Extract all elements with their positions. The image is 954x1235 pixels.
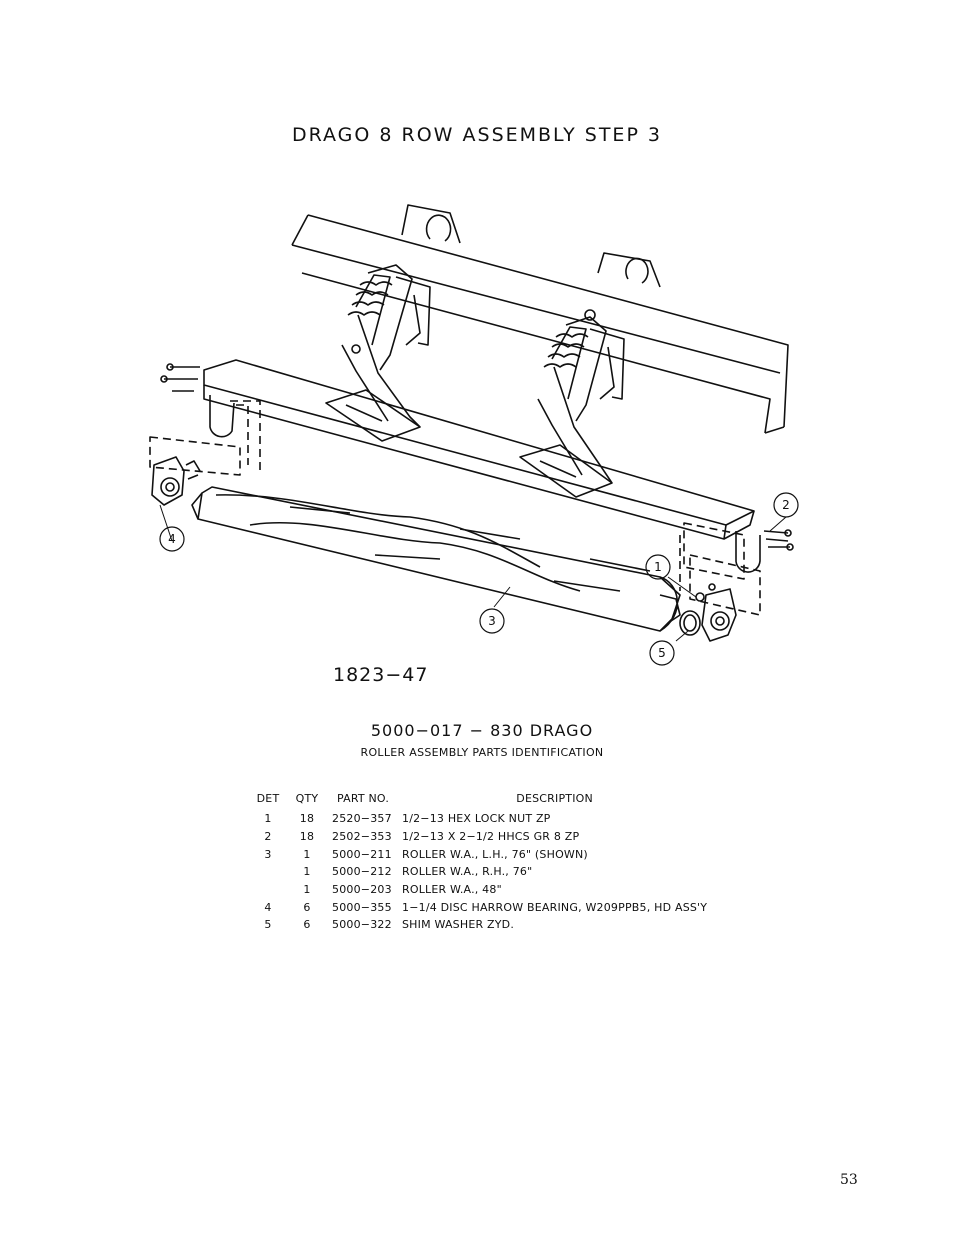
page-title: DRAGO 8 ROW ASSEMBLY STEP 3 — [291, 124, 663, 146]
document-title: 5000−017 − 830 DRAGO — [370, 721, 594, 740]
cell-qty: 18 — [299, 812, 315, 826]
table-row — [250, 828, 711, 846]
callout-2-label: 2 — [782, 498, 790, 512]
cell-part-no: 5000−322 — [332, 918, 392, 932]
cell-description: 1−1/4 DISC HARROW BEARING, W209PPB5, HD ASS'Y — [402, 900, 708, 914]
assembly-drawing — [120, 195, 820, 675]
bolts-right — [764, 530, 793, 550]
cell-qty: 1 — [303, 865, 311, 879]
roller-frame-tube — [161, 360, 760, 572]
cell-part-no: 2520−357 — [332, 812, 392, 826]
bearing-left — [152, 457, 200, 505]
cell-part-no: 5000−203 — [332, 883, 392, 897]
callout-4-label: 4 — [168, 532, 176, 546]
cell-qty: 1 — [303, 883, 311, 897]
cell-det — [250, 881, 286, 899]
cell-description: ROLLER W.A., 48" — [402, 883, 502, 897]
cell-description: 1/2−13 HEX LOCK NUT ZP — [402, 812, 551, 826]
document-subtitle: ROLLER ASSEMBLY PARTS IDENTIFICATION — [360, 746, 604, 759]
cell-det: 1 — [264, 812, 272, 826]
cell-part-no: 5000−212 — [332, 865, 392, 879]
table-row — [250, 881, 711, 899]
cell-description: SHIM WASHER ZYD. — [402, 918, 515, 932]
column-header-qty: QTY — [295, 792, 319, 805]
callout-leaders — [160, 505, 786, 641]
cell-qty: 6 — [303, 900, 311, 914]
table-row — [250, 845, 711, 863]
cell-part-no: 2502−353 — [332, 830, 392, 844]
cell-det — [250, 863, 286, 881]
cell-description: ROLLER W.A., L.H., 76" (SHOWN) — [402, 847, 588, 861]
cell-qty: 18 — [299, 830, 315, 844]
roller — [192, 487, 680, 631]
table-row — [250, 863, 711, 881]
cell-det: 5 — [264, 918, 272, 932]
drawing-number: 1823−47 — [333, 664, 429, 686]
column-header-part-no: PART NO. — [336, 792, 390, 805]
cell-det: 3 — [264, 847, 272, 861]
cell-qty: 1 — [303, 847, 311, 861]
column-header-det: DET — [256, 792, 280, 805]
parts-table — [250, 792, 711, 934]
spring-arm-left — [326, 265, 430, 441]
cell-description: ROLLER W.A., R.H., 76" — [402, 865, 533, 879]
cell-det: 4 — [264, 900, 272, 914]
bearing-right — [696, 584, 736, 641]
table-row — [250, 898, 711, 916]
parts-table-header — [250, 792, 711, 810]
column-header-description: DESCRIPTION — [516, 792, 593, 805]
assembly-guide-lines — [150, 401, 760, 615]
callout-3-label: 3 — [488, 614, 496, 628]
cell-description: 1/2−13 X 2−1/2 HHCS GR 8 ZP — [402, 830, 580, 844]
shim-washer — [680, 611, 700, 635]
callout-1-label: 1 — [654, 560, 662, 574]
table-row — [250, 810, 711, 828]
cell-part-no: 5000−211 — [332, 847, 392, 861]
table-row — [250, 916, 711, 934]
cell-qty: 6 — [303, 918, 311, 932]
page-number: 53 — [840, 1172, 858, 1188]
cell-det: 2 — [264, 830, 272, 844]
cell-part-no: 5000−355 — [332, 900, 392, 914]
callout-5-label: 5 — [658, 646, 666, 660]
